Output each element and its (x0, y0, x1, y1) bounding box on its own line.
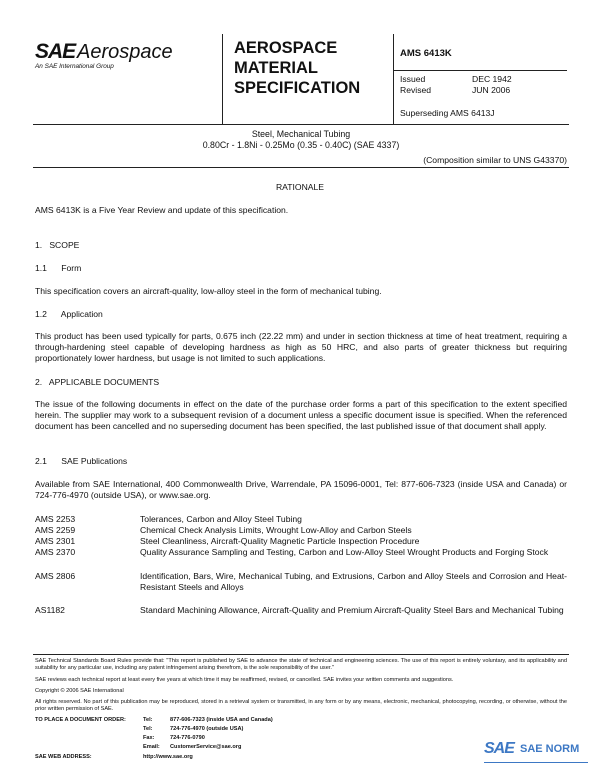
document-title: Quality Assurance Sampling and Testing, Carbon and Low-Alloy Steel Wrought Products and Forging Stock (140, 547, 549, 557)
form-text: This specification covers an aircraft-quality, low-alloy steel in the form of mechanical tubing. (35, 286, 382, 296)
document-row (35, 571, 567, 593)
order-email-label: Email: (143, 744, 160, 750)
order-tel-value: 877-606-7323 (inside USA and Canada) (170, 717, 273, 723)
order-fax-label: Fax: (143, 735, 155, 741)
order-tel-label: Tel: (143, 717, 153, 723)
footer-divider (33, 654, 569, 655)
order-label: TO PLACE A DOCUMENT ORDER: (35, 717, 126, 723)
spec-type-line3: SPECIFICATION (234, 79, 361, 97)
document-code: AMS 2806 (35, 571, 76, 581)
order-email-value[interactable]: CustomerService@sae.org (170, 744, 242, 750)
document-title: Tolerances, Carbon and Alloy Steel Tubing (140, 514, 302, 524)
title-line2: 0.80Cr - 1.8Ni - 0.25Mo (0.35 - 0.40C) (SAE 4337) (202, 140, 400, 150)
revised-row (400, 85, 560, 96)
header-logo (35, 40, 205, 80)
footer-rights: All rights reserved. No part of this publication may be reproduced, stored in a retrieval system or transmitted, in any form or by any means, electronic, mechanical, photocopying, recording, or otherwise, without the prior written permission of SAE. (35, 699, 567, 713)
sae-pub-text: Available from SAE International, 400 Commonwealth Drive, Warrendale, PA 15096-0001, Tel: 877-606-7323 (inside USA and Canada) or 724-776-4970 (outside USA), or www.sae.org. (35, 479, 567, 500)
document-row (35, 525, 567, 536)
web-value[interactable]: http://www.sae.org (143, 754, 193, 760)
footer-review: SAE reviews each technical report at least every five years at which time it may be reaffirmed, revised, or cancelled. SAE invites your written comments and suggestions. (35, 677, 454, 683)
form-heading: 1.1 Form (35, 263, 82, 273)
footer-rules: SAE Technical Standards Board Rules provide that: "This report is published by SAE to advance the state of technical and engineering sciences. The use of this report is entirely voluntary, and its applicability and suitability for any particular use, including any patent infringement arising therefrom, is the sole responsibility of the user." (35, 658, 567, 672)
revised-date: JUN 2006 (472, 85, 511, 95)
document-title: Steel Cleanliness, Aircraft-Quality Magnetic Particle Inspection Procedure (140, 536, 420, 546)
document-row (35, 605, 567, 627)
document-row (35, 514, 567, 525)
revised-label: Revised (400, 85, 432, 95)
spec-type (234, 38, 384, 98)
header-divider-right (393, 34, 394, 124)
spec-type-line1: AEROSPACE (234, 39, 338, 57)
order-tel2-value: 724-776-4970 (outside USA) (170, 726, 244, 732)
logo-tagline: An SAE International Group (35, 63, 114, 70)
document-code: AMS 2259 (35, 525, 76, 535)
superseding: Superseding AMS 6413J (400, 108, 495, 118)
document-code: AMS 2370 (35, 547, 76, 557)
logo-sae: SAE (35, 40, 76, 63)
doc-number: AMS 6413K (400, 48, 452, 59)
applicable-text: The issue of the following documents in effect on the date of the purchase order forms a part of this specification to the extent specified herein. The supplier may work to a subsequent revision of a document unless a specific document issue is specified. When the referenced document has been cancelled and no superseding document has been specified, the last published issue of that document shall apply. (35, 399, 567, 431)
web-label: SAE WEB ADDRESS: (35, 754, 92, 760)
watermark-sae: SAE (484, 740, 514, 757)
rationale-text: AMS 6413K is a Five Year Review and update of this specification. (35, 205, 289, 215)
order-fax-value: 724-776-0790 (170, 735, 205, 741)
footer-copyright: Copyright © 2006 SAE International (35, 688, 124, 694)
title-line1: Steel, Mechanical Tubing (251, 129, 351, 139)
applicable-heading: 2. APPLICABLE DOCUMENTS (35, 377, 160, 387)
logo-aerospace: Aerospace (77, 41, 173, 63)
application-heading: 1.2 Application (35, 309, 103, 319)
spec-type-line2: MATERIAL (234, 59, 319, 77)
order-tel2-label: Tel: (143, 726, 153, 732)
rationale-heading: RATIONALE (275, 182, 325, 192)
document-code: AMS 2301 (35, 536, 76, 546)
watermark-rule (484, 762, 588, 763)
application-text: This product has been used typically for parts, 0.675 inch (22.22 mm) and under in section thickness at time of heat treatment, requiring a through-hardening steel capable of developing hardness as high as 50 HRC, and also parts of greater thickness but requiring proportionately lower hardness, but usage is not limited to such applications. (35, 331, 567, 363)
document-title: Standard Machining Allowance, Aircraft-Quality and Premium Aircraft-Quality Steel Bars and Mechanical Tubing (140, 605, 564, 615)
title-block (33, 124, 569, 168)
document-title: Chemical Check Analysis Limits, Wrought Low-Alloy and Carbon Steels (140, 525, 412, 535)
document-row (35, 536, 567, 547)
document-code: AS1182 (35, 605, 65, 615)
header-divider-left (222, 34, 223, 124)
title-note: (Composition similar to UNS G43370) (423, 155, 567, 165)
watermark-norm: SAE NORM (520, 743, 580, 755)
issued-date: DEC 1942 (472, 74, 512, 84)
issued-label: Issued (400, 74, 426, 84)
issued-row (400, 74, 560, 85)
document-title: Identification, Bars, Wire, Mechanical Tubing, and Extrusions, Carbon and Alloy Steels and Corrosion and Heat-Resistant Steels and Alloys (140, 571, 567, 592)
document-code: AMS 2253 (35, 514, 76, 524)
scope-heading: 1. SCOPE (35, 240, 80, 250)
document-row (35, 547, 567, 569)
sae-pub-heading: 2.1 SAE Publications (35, 456, 128, 466)
watermark-logo (484, 740, 594, 770)
header-divider-doc (393, 70, 567, 71)
